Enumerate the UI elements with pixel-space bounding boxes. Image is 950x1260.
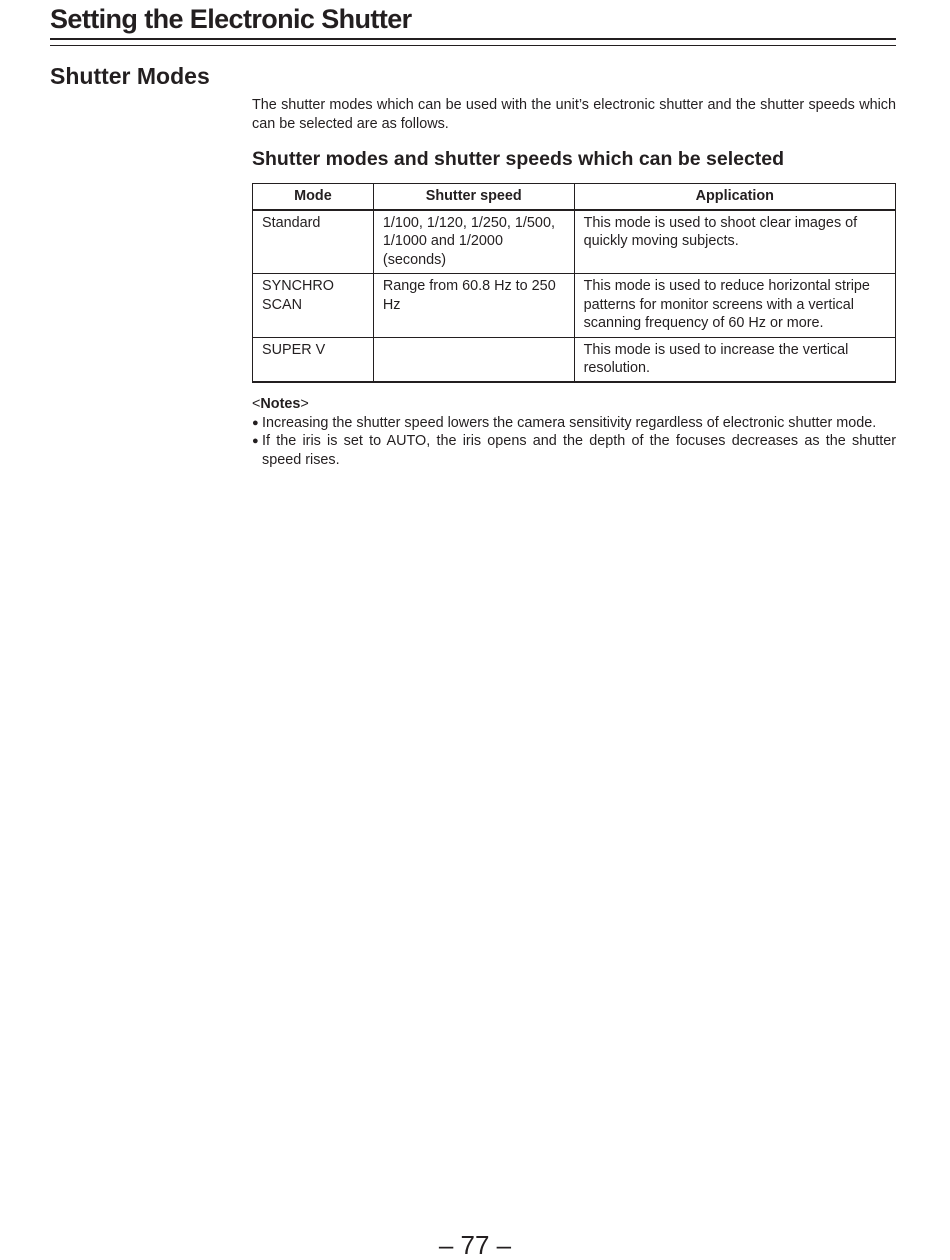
cell-application: This mode is used to shoot clear images of quickly moving subjects. <box>574 210 895 274</box>
table-row <box>253 337 896 382</box>
notes-section <box>252 395 896 469</box>
bullet-icon: ● <box>252 416 259 429</box>
list-item <box>252 414 896 433</box>
cell-shutter-speed <box>373 337 574 382</box>
title-rule-thin <box>50 45 896 46</box>
table-header-row <box>253 184 896 210</box>
note-text: If the iris is set to AUTO, the iris opens and the depth of the focuses decreases as the shutter speed rises. <box>262 433 896 468</box>
cell-shutter-speed: 1/100, 1/120, 1/250, 1/500, 1/1000 and 1/2000 (seconds) <box>373 210 574 274</box>
cell-application: This mode is used to increase the vertical resolution. <box>574 337 895 382</box>
intro-paragraph: The shutter modes which can be used with the unit’s electronic shutter and the shutter speeds which can be selected are as follows. <box>252 97 896 132</box>
cell-application: This mode is used to reduce horizontal stripe patterns for monitor screens with a vertical scanning frequency of 60 Hz or more. <box>574 274 895 338</box>
section-heading: Shutter Modes <box>50 63 210 89</box>
header-mode: Mode <box>253 184 374 210</box>
shutter-modes-table <box>252 183 896 383</box>
list-item <box>252 432 896 469</box>
notes-heading <box>252 395 896 414</box>
cell-mode: Standard <box>253 210 374 274</box>
notes-list <box>252 414 896 470</box>
table-row <box>253 274 896 338</box>
cell-shutter-speed: Range from 60.8 Hz to 250 Hz <box>373 274 574 338</box>
header-application: Application <box>574 184 895 210</box>
title-rule-thick <box>50 38 896 40</box>
notes-label: Notes <box>260 396 301 412</box>
page-number: – 77 – <box>438 1230 512 1260</box>
table-row <box>253 210 896 274</box>
note-text: Increasing the shutter speed lowers the camera sensitivity regardless of electronic shutter mode. <box>262 414 877 431</box>
header-shutter-speed: Shutter speed <box>373 184 574 210</box>
cell-mode: SYNCHRO SCAN <box>253 274 374 338</box>
cell-mode: SUPER V <box>253 337 374 382</box>
notes-open-bracket: < <box>252 396 261 412</box>
page-title: Setting the Electronic Shutter <box>50 4 412 34</box>
bullet-icon: ● <box>252 435 259 447</box>
notes-close-bracket: > <box>300 396 309 412</box>
table-heading: Shutter modes and shutter speeds which can be selected <box>252 148 785 170</box>
